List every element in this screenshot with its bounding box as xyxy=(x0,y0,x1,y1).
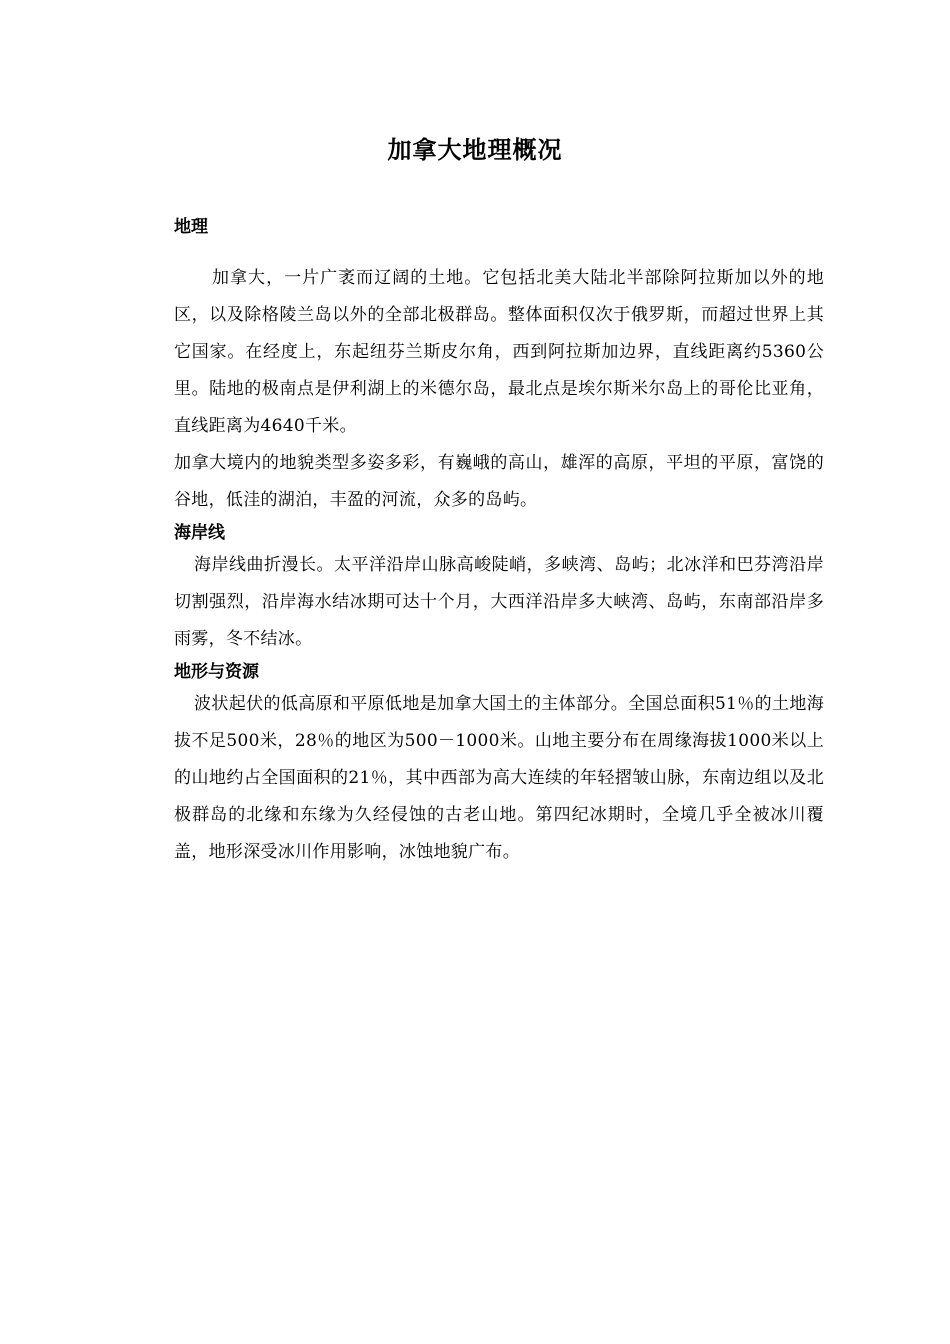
section-heading-coastline: 海岸线 xyxy=(174,523,225,543)
paragraph-geography-overview: 加拿大，一片广袤而辽阔的土地。它包括北美大陆北半部除阿拉斯加以外的地区，以及除格陵兰岛以外的全部北极群岛。整体面积仅次于俄罗斯，而超过世界上其它国家。在经度上，东起纽芬兰斯皮尔角，西到阿拉斯加边界，直线距离约5360公里。陆地的极南点是伊利湖上的米德尔岛，最北点是埃尔斯米尔岛上的哥伦比亚角，直线距离为4640千米。 xyxy=(174,268,824,436)
section-coastline xyxy=(174,519,824,658)
section-heading-terrain-resources: 地形与资源 xyxy=(174,662,259,682)
section-geography xyxy=(174,213,824,519)
paragraph-geography-landforms: 加拿大境内的地貌类型多姿多彩，有巍峨的高山，雄浑的高原，平坦的平原，富饶的谷地，低洼的湖泊，丰盈的河流，众多的岛屿。 xyxy=(174,453,824,510)
document-body xyxy=(174,213,824,871)
section-heading-geography: 地理 xyxy=(174,217,208,237)
section-terrain-resources xyxy=(174,658,824,871)
paragraph-coastline: 海岸线曲折漫长。太平洋沿岸山脉高峻陡峭，多峡湾、岛屿；北冰洋和巴芬湾沿岸切割强烈，沿岸海水结冰期可达十个月，大西洋沿岸多大峡湾、岛屿，东南部沿岸多雨雾，冬不结冰。 xyxy=(174,555,824,649)
document-title: 加拿大地理概况 xyxy=(387,136,563,164)
paragraph-terrain-resources: 波状起伏的低高原和平原低地是加拿大国土的主体部分。全国总面积51％的土地海拔不足500米，28％的地区为500－1000米。山地主要分布在周缘海拔1000米以上的山地约占全国面积的21％，其中西部为高大连续的年轻摺皱山脉，东南边组以及北极群岛的北缘和东缘为久经侵蚀的古老山地。第四纪冰期时，全境几乎全被冰川覆盖，地形深受冰川作用影响，冰蚀地貌广布。 xyxy=(174,694,824,862)
